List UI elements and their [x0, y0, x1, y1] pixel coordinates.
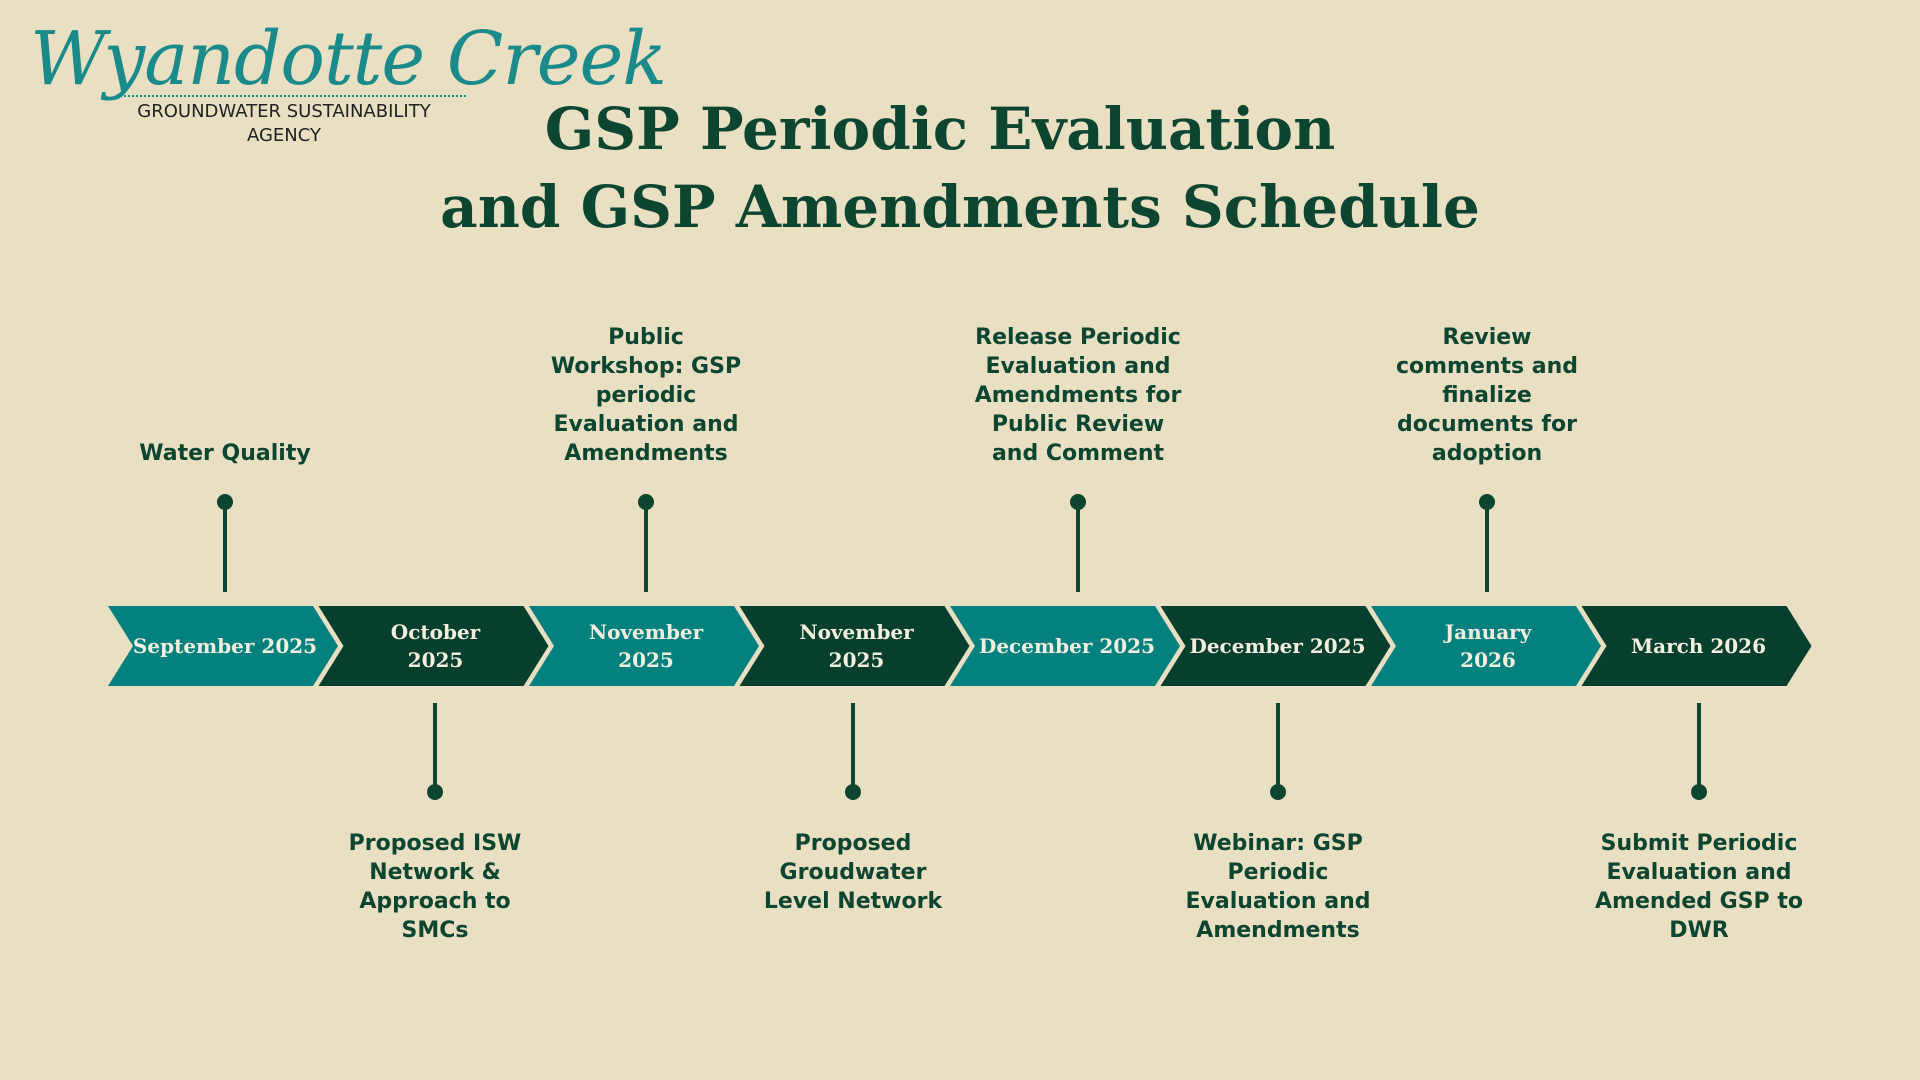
- top-milestone-label-1: [105, 268, 345, 468]
- timeline-segment-label-line: December 2025: [978, 634, 1156, 658]
- bottom-milestone-label-3-line: Periodic: [1227, 860, 1329, 885]
- top-milestone-4-dot: [1479, 494, 1495, 510]
- timeline-segment-label-5: [979, 634, 1155, 658]
- top-milestone-2-dot: [638, 494, 654, 510]
- top-milestone-label-4: [1367, 268, 1607, 468]
- timeline-segment-label-line: March 2026: [1631, 634, 1766, 658]
- bottom-milestone-label-4-line: Evaluation and: [1606, 860, 1792, 885]
- bottom-milestone-label-4-line: Submit Periodic: [1600, 831, 1798, 856]
- bottom-milestone-label-3-line: Webinar: GSP: [1193, 831, 1363, 856]
- top-milestone-label-4-line: finalize: [1442, 383, 1532, 408]
- timeline-segment-label-line: November: [588, 620, 704, 644]
- bottom-milestone-label-4: [1579, 829, 1819, 945]
- timeline-segment-7: [1371, 606, 1601, 686]
- timeline-segment-label-line: January: [1444, 620, 1532, 644]
- logo-subtitle-line1: GROUNDWATER SUSTAINABILITY: [137, 101, 431, 122]
- bottom-milestone-label-2: [733, 829, 973, 916]
- top-milestone-label-2-line: Amendments: [564, 441, 728, 466]
- bottom-milestone-label-1: [315, 829, 555, 945]
- bottom-milestone-label-3: [1158, 829, 1398, 945]
- page-title-line2: and GSP Amendments Schedule: [440, 173, 1480, 241]
- bottom-milestone-label-3-line: Evaluation and: [1185, 889, 1371, 914]
- top-milestone-label-2-line: Evaluation and: [553, 412, 739, 437]
- timeline-segment-label-8: [1631, 634, 1766, 658]
- top-milestone-label-3: [958, 268, 1198, 468]
- bottom-milestone-4-dot: [1691, 784, 1707, 800]
- timeline-segment-3: [529, 606, 759, 686]
- timeline-segment-4: [740, 606, 970, 686]
- timeline-segment-label-line: 2025: [407, 648, 464, 672]
- bottom-milestone-label-3-line: Amendments: [1196, 918, 1360, 943]
- top-milestone-label-3-line: Evaluation and: [985, 354, 1171, 379]
- bottom-milestone-label-4-line: Amended GSP to: [1595, 889, 1803, 914]
- top-milestone-label-2-line: Public: [608, 325, 684, 350]
- top-milestone-label-1-line: Water Quality: [139, 441, 311, 466]
- bottom-milestone-label-2-line: Groudwater: [779, 860, 927, 885]
- logo-script-text: Wyandotte Creek: [30, 16, 667, 102]
- timeline-segment-label-line: November: [799, 620, 914, 644]
- bottom-milestone-label-1-line: Approach to: [359, 889, 511, 914]
- timeline-segment-label-6: [1189, 634, 1365, 658]
- top-milestone-label-3-line: Public Review: [991, 412, 1165, 437]
- bottom-milestone-2-dot: [845, 784, 861, 800]
- bottom-milestone-label-2-line: Proposed: [794, 831, 912, 856]
- top-milestone-label-4-line: documents for: [1397, 412, 1577, 437]
- top-milestone-label-2-line: periodic: [595, 383, 697, 408]
- timeline-segment-label-line: September 2025: [132, 634, 318, 658]
- top-milestone-1-dot: [217, 494, 233, 510]
- timeline-segment-label-line: 2025: [828, 648, 885, 672]
- top-milestone-label-4-line: comments and: [1395, 354, 1579, 379]
- top-milestone-label-2-line: Workshop: GSP: [550, 354, 742, 379]
- timeline-segment-label-line: December 2025: [1189, 634, 1366, 658]
- timeline-segment-label-line: 2026: [1460, 648, 1516, 672]
- bottom-milestone-label-1-line: Proposed ISW: [348, 831, 522, 856]
- timeline-segment-label-line: 2025: [618, 648, 674, 672]
- bottom-milestone-label-4-line: DWR: [1669, 918, 1729, 943]
- top-milestone-label-3-line: Amendments for: [974, 383, 1182, 408]
- timeline-segment-2: [319, 606, 549, 686]
- timeline-segment-label-line: October: [390, 620, 481, 644]
- top-milestone-label-3-line: and Comment: [991, 441, 1165, 466]
- bottom-milestone-label-1-line: SMCs: [401, 918, 469, 943]
- page-title-line1: GSP Periodic Evaluation: [544, 95, 1336, 163]
- bottom-milestone-3-dot: [1270, 784, 1286, 800]
- logo-subtitle-line2: AGENCY: [246, 125, 322, 146]
- bottom-milestone-label-1-line: Network &: [369, 860, 501, 885]
- top-milestone-3-dot: [1070, 494, 1086, 510]
- bottom-milestone-label-2-line: Level Network: [763, 889, 943, 914]
- top-milestone-label-3-line: Release Periodic: [975, 325, 1181, 350]
- timeline-segment-label-1: [133, 634, 317, 658]
- top-milestone-label-2: [526, 268, 766, 468]
- top-milestone-label-4-line: adoption: [1431, 441, 1543, 466]
- bottom-milestone-1-dot: [427, 784, 443, 800]
- top-milestone-label-4-line: Review: [1442, 325, 1532, 350]
